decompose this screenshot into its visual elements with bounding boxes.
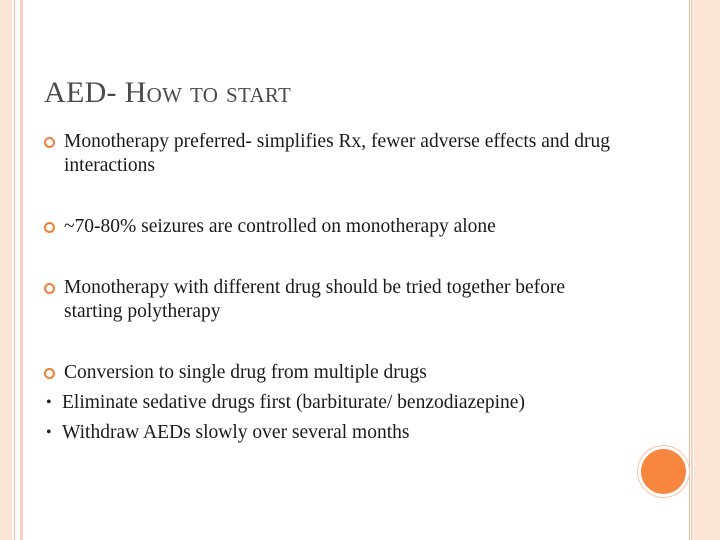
slide-title bbox=[44, 76, 291, 110]
list-item bbox=[44, 361, 614, 385]
circle-bullet-icon bbox=[44, 222, 55, 233]
dot-bullet-icon: • bbox=[46, 394, 52, 411]
right-border-line bbox=[689, 0, 690, 540]
list-item bbox=[44, 276, 614, 324]
list-item bbox=[44, 421, 614, 445]
title-rest: How to start bbox=[124, 76, 292, 109]
list-item-text: Eliminate sedative drugs first (barbiturate/ benzodiazepine) bbox=[62, 392, 525, 413]
left-border-band bbox=[0, 0, 12, 540]
list-item-text: Withdraw AEDs slowly over several months bbox=[62, 422, 410, 443]
title-main: AED- bbox=[44, 76, 125, 109]
circle-bullet-icon bbox=[44, 368, 55, 379]
list-item-text: Conversion to single drug from multiple drugs bbox=[64, 362, 427, 383]
bullet-list bbox=[44, 130, 614, 445]
list-item bbox=[44, 215, 614, 239]
circle-bullet-icon bbox=[44, 137, 55, 148]
list-item-text: Monotherapy with different drug should be tried together before starting polytherapy bbox=[64, 277, 566, 322]
list-item-text: Monotherapy preferred- simplifies Rx, fewer adverse effects and drug interactions bbox=[64, 131, 610, 176]
list-item bbox=[44, 391, 614, 415]
right-border-line-inner bbox=[691, 0, 693, 540]
left-border-line bbox=[14, 0, 15, 540]
orange-circle-decoration bbox=[641, 449, 686, 494]
list-item-text: ~70-80% seizures are controlled on monotherapy alone bbox=[64, 216, 496, 237]
circle-bullet-icon bbox=[44, 283, 55, 294]
list-item bbox=[44, 130, 614, 178]
dot-bullet-icon: • bbox=[46, 424, 52, 441]
right-border-band bbox=[694, 0, 720, 540]
left-border-line-inner bbox=[20, 0, 23, 540]
